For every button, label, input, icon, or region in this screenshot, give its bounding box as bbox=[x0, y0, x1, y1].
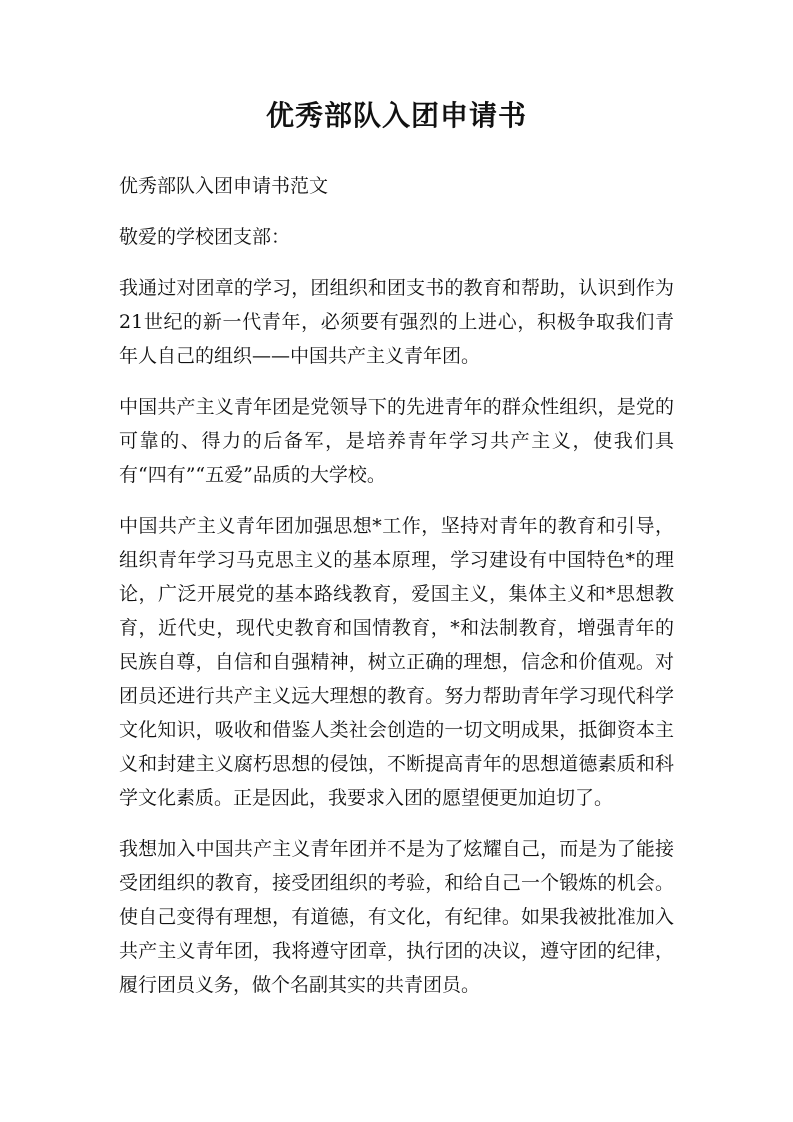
body-paragraph: 我想加入中国共产主义青年团并不是为了炫耀自己，而是为了能接受团组织的教育，接受团组织的考验，和给自己一个锻炼的机会。使自己变得有理想，有道德，有文化，有纪律。如果我被批准加入共产主义青年团，我将遵守团章，执行团的决议，遵守团的纪律，履行团员义务，做个名副其实的共青团员。 bbox=[119, 838, 674, 996]
document-subtitle: 优秀部队入团申请书范文 bbox=[119, 175, 329, 197]
salutation: 敬爱的学校团支部： bbox=[119, 226, 291, 248]
body-paragraph: 中国共产主义青年团加强思想*工作，坚持对青年的教育和引导，组织青年学习马克思主义的基本原理，学习建设有中国特色*的理论，广泛开展党的基本路线教育，爱国主义，集体主义和*思想教育，近代史，现代史教育和国情教育，*和法制教育，增强青年的民族自尊，自信和自强精神，树立正确的理想，信念和价值观。对团员还进行共产主义远大理想的教育。努力帮助青年学习现代科学文化知识，吸收和借鉴人类社会创造的一切文明成果，抵御资本主义和封建主义腐朽思想的侵蚀，不断提高青年的思想道德素质和科学文化素质。正是因此，我要求入团的愿望便更加迫切了。 bbox=[119, 515, 674, 809]
body-paragraph: 我通过对团章的学习，团组织和团支书的教育和帮助，认识到作为21世纪的新一代青年，必须要有强烈的上进心，积极争取我们青年人自己的组织——中国共产主义青年团。 bbox=[119, 277, 674, 367]
body-paragraph: 中国共产主义青年团是党领导下的先进青年的群众性组织，是党的可靠的、得力的后备军，是培养青年学习共产主义，使我们具有“四有”“五爱”品质的大学校。 bbox=[119, 396, 674, 486]
document-title: 优秀部队入团申请书 bbox=[265, 99, 527, 132]
